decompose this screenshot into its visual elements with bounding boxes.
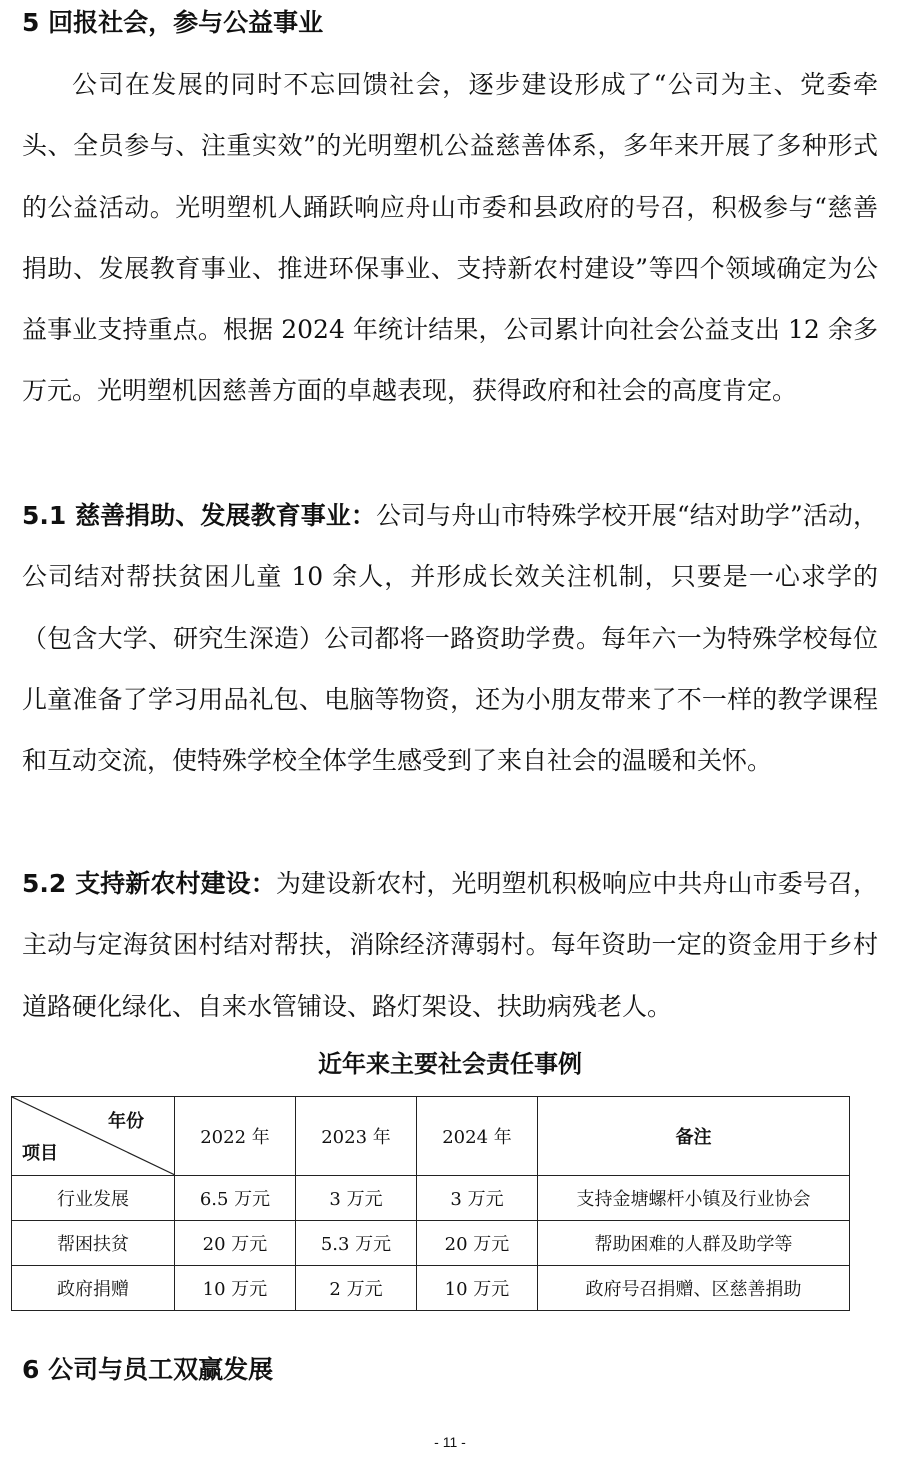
section-5-2-lead: 5.2 支持新农村建设： [22,869,276,898]
header-item-label: 项目 [22,1143,58,1164]
section-6-heading: 6 公司与员工双赢发展 [22,1355,274,1384]
section-5-1-paragraph [22,485,878,791]
header-note: 备注 [538,1097,850,1176]
cell-2023: 3 万元 [296,1176,417,1221]
section-5-1-body: 公司与舟山市特殊学校开展“结对助学”活动，公司结对帮扶贫困儿童 10 余人，并形成长效关注机制，只要是一心求学的（包含大学、研究生深造）公司都将一路资助学费。每年六一为特殊学校每位儿童准备了学习用品礼包、电脑等物资，还为小朋友带来了不一样的教学课程和互动交流，使特殊学校全体学生感受到了来自社会的温暖和关怀。 [22,501,878,776]
cell-2022: 20 万元 [175,1221,296,1266]
section-5-paragraph: 公司在发展的同时不忘回馈社会，逐步建设形成了“公司为主、党委牵头、全员参与、注重实效”的光明塑机公益慈善体系，多年来开展了多种形式的公益活动。光明塑机人踊跃响应舟山市委和县政府的号召，积极参与“慈善捐助、发展教育事业、推进环保事业、支持新农村建设”等四个领域确定为公益事业支持重点。根据 2024 年统计结果，公司累计向社会公益支出 12 余多万元。光明塑机因慈善方面的卓越表现，获得政府和社会的高度肯定。 [22,70,878,406]
cell-note: 支持金塘螺杆小镇及行业协会 [538,1176,850,1221]
page-number: - 11 - [434,1434,466,1450]
table-row [12,1176,850,1221]
cell-note: 政府号召捐赠、区慈善捐助 [538,1266,850,1311]
section-5-1-lead: 5.1 慈善捐助、发展教育事业： [22,501,376,530]
cell-2023: 5.3 万元 [296,1221,417,1266]
cell-2022: 6.5 万元 [175,1176,296,1221]
table-header-row [12,1097,850,1176]
cell-2023: 2 万元 [296,1266,417,1311]
cell-note: 帮助困难的人群及助学等 [538,1221,850,1266]
cell-item: 帮困扶贫 [12,1221,175,1266]
header-2022: 2022 年 [175,1097,296,1176]
table-title: 近年来主要社会责任事例 [318,1050,582,1078]
cell-item: 政府捐赠 [12,1266,175,1311]
section-5-2-paragraph [22,853,878,1037]
social-responsibility-table [11,1096,850,1311]
table-row [12,1221,850,1266]
section-5-2-body: 为建设新农村，光明塑机积极响应中共舟山市委号召，主动与定海贫困村结对帮扶，消除经济薄弱村。每年资助一定的资金用于乡村道路硬化绿化、自来水管铺设、路灯架设、扶助病残老人。 [22,869,878,1021]
section-5-heading: 5 回报社会，参与公益事业 [22,8,324,37]
table-row [12,1266,850,1311]
cell-2024: 3 万元 [417,1176,538,1221]
diagonal-header-cell [12,1097,175,1176]
header-year-label: 年份 [108,1111,144,1132]
header-2024: 2024 年 [417,1097,538,1176]
cell-2024: 20 万元 [417,1221,538,1266]
cell-2022: 10 万元 [175,1266,296,1311]
header-2023: 2023 年 [296,1097,417,1176]
cell-item: 行业发展 [12,1176,175,1221]
cell-2024: 10 万元 [417,1266,538,1311]
